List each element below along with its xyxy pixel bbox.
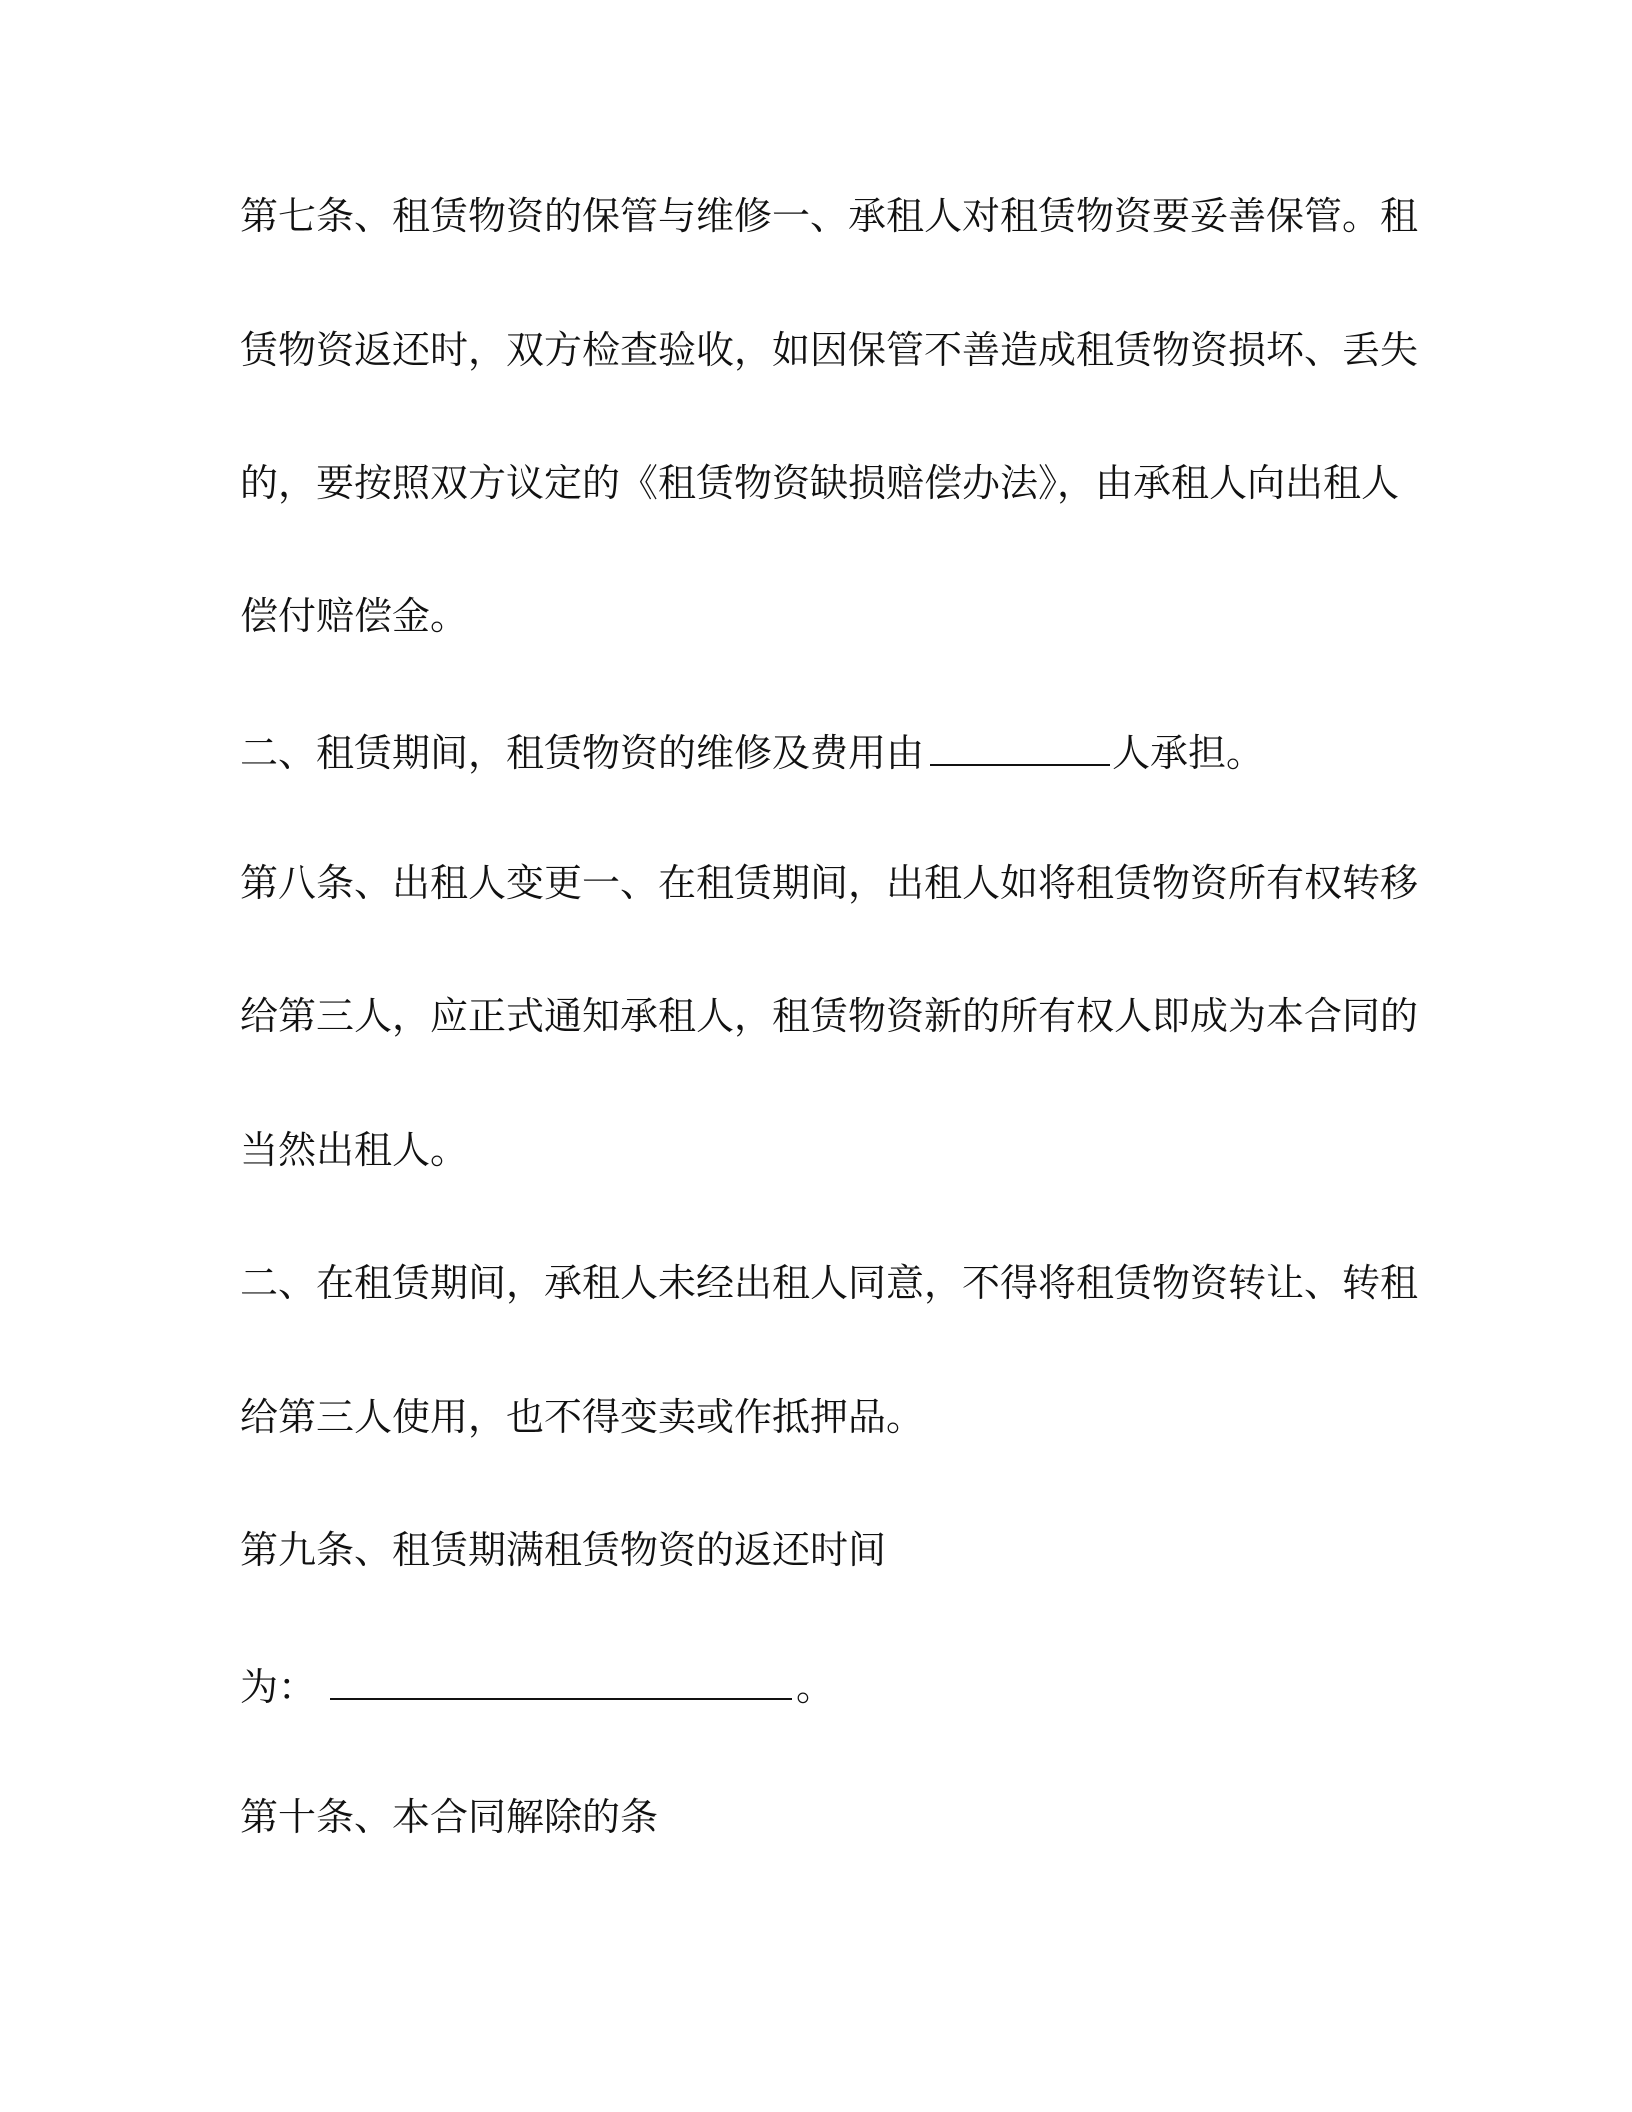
maintenance-clause-text-after: 人承担。	[1112, 731, 1265, 775]
article-9-line-1: 第九条、租赁期满租赁物资的返还时间	[240, 1528, 887, 1572]
article-8-line-2: 给第三人，应正式通知承租人，租赁物资新的所有权人即成为本合同的	[240, 994, 1419, 1038]
maintenance-clause	[240, 724, 1264, 776]
return-time-text-after: 。	[796, 1665, 835, 1709]
article-8-line-3: 当然出租人。	[240, 1128, 469, 1172]
article-10-line: 第十条、本合同解除的条	[240, 1795, 659, 1839]
article-7-line-2: 赁物资返还时，双方检查验收，如因保管不善造成租赁物资损坏、丢失	[240, 328, 1419, 372]
return-time-text-before: 为：	[240, 1665, 317, 1709]
maintenance-party-blank[interactable]	[930, 724, 1110, 766]
return-time-line	[240, 1658, 834, 1710]
article-8-line-4: 二、在租赁期间，承租人未经出租人同意，不得将租赁物资转让、转租	[240, 1261, 1419, 1305]
article-7-line-4: 偿付赔偿金。	[240, 594, 469, 638]
article-7-line-1: 第七条、租赁物资的保管与维修一、承租人对租赁物资要妥善保管。租	[240, 194, 1419, 238]
return-time-blank[interactable]	[330, 1658, 792, 1700]
article-8-line-1: 第八条、出租人变更一、在租赁期间，出租人如将租赁物资所有权转移	[240, 861, 1419, 905]
maintenance-clause-text-before: 二、租赁期间，租赁物资的维修及费用由	[240, 731, 925, 775]
article-8-line-5: 给第三人使用，也不得变卖或作抵押品。	[240, 1395, 925, 1439]
article-7-line-3: 的，要按照双方议定的《租赁物资缺损赔偿办法》，由承租人向出租人	[240, 461, 1400, 505]
